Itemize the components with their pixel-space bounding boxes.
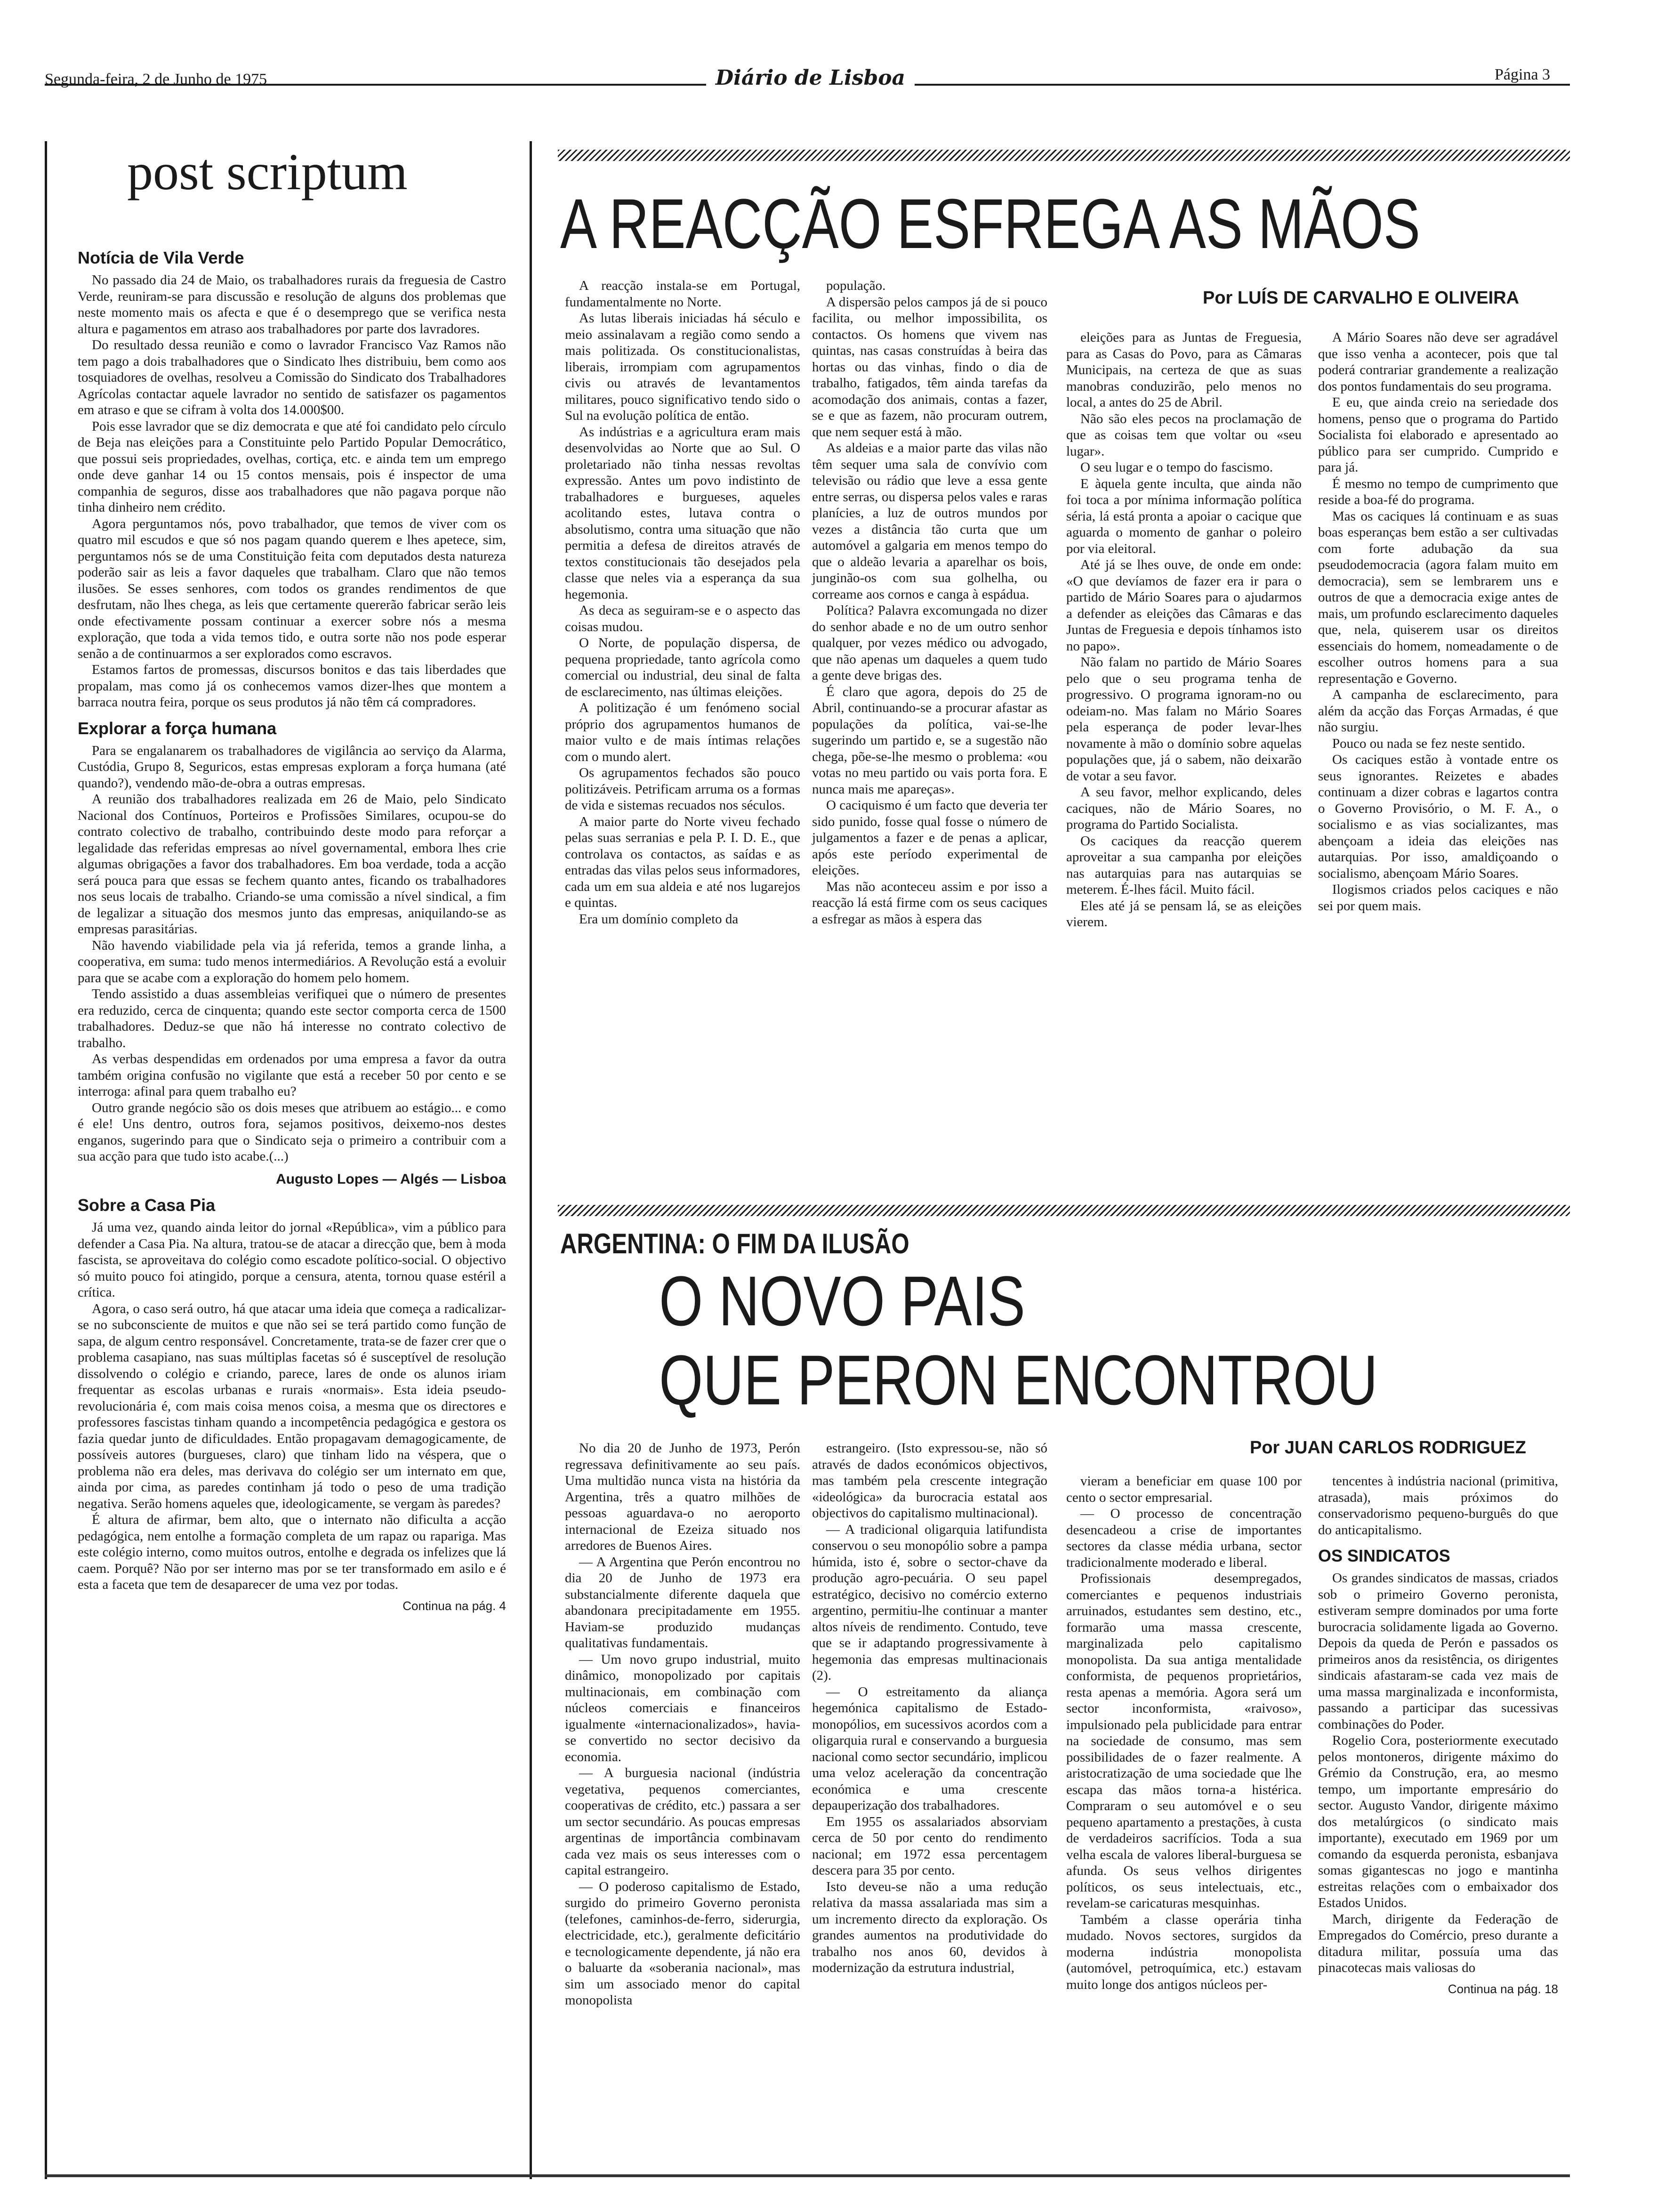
paragraph: Estamos fartos de promessas, discursos bonitos e das tais liberdades que propalam, mas como já os conhecemos vamos dizer-lhes que montem a barraca noutra feira, porque os seus produtos já não têm cá compradores. — [78, 662, 506, 710]
paragraph: O caciquismo é um facto que deveria ter sido punido, fosse qual fosse o número de julgamentos a fazer e de penas a aplicar, após este período experimental de eleições. — [812, 798, 1047, 878]
post-scriptum-column — [78, 240, 506, 1614]
paragraph: vieram a beneficiar em quase 100 por cento o sector empresarial. — [1066, 1474, 1302, 1505]
article-column — [812, 1440, 1047, 1976]
page-number: Página 3 — [1495, 66, 1551, 83]
paragraph: Era um domínio completo da — [579, 911, 739, 927]
article-column — [565, 1440, 800, 2009]
paragraph: Em 1955 os assalariados absorviam cerca de 50 por cento do rendimento nacional; em 1972 essa percentagem descera para 35 por cento. — [812, 1814, 1047, 1878]
paragraph: A maior parte do Norte viveu fechado pelas suas serranias e pela P. I. D. E., que controlava os contactos, as saídas e as entradas das vilas pelos seus informadores, cada um em sua aldeia e até nos lugarejos e quintas. — [565, 814, 800, 910]
masthead-date: Segunda-feira, 2 de Junho de 1975 — [45, 71, 267, 88]
paragraph: A Mário Soares não deve ser agradável que isso venha a acontecer, pois que tal poderá contrariar grandemente a realização dos pontos fundamentais do seu programa. — [1318, 330, 1558, 394]
article-column — [565, 278, 800, 927]
paragraph: — O estreitamento da aliança hegemónica capitalismo de Estado-monopólios, em sucessivos acordos com a oligarquia rural e conservando a burguesia nacional como sector secundário, implicou uma veloz aceleração da concentração económica e uma crescente depauperização dos trabalhadores. — [812, 1684, 1047, 1813]
paragraph: A seu favor, melhor explicando, deles caciques, não de Mário Soares, no programa do Partido Socialista. — [1066, 785, 1302, 832]
paragraph: tencentes à indústria nacional (primitiva, atrasada), mais próximos do conservadorismo pequeno-burguês do que do anticapitalismo. — [1318, 1474, 1558, 1538]
paragraph: March, dirigente da Federação de Empregados do Comércio, preso durante a ditadura militar, possuía uma das pinacotecas mais valiosas do — [1318, 1911, 1558, 1975]
paragraph: E àquela gente inculta, que ainda não foi toca a por mínima informação política séria, lá está pronta a apoiar o cacique que aguarda o momento de ganhar o poleiro por via eleitoral. — [1066, 476, 1302, 556]
paragraph: — A Argentina que Perón encontrou no dia 20 de Junho de 1973 era substancialmente diferente daquela que abandonara precipitadamente em 1955. Haviam-se produzido mudanças qualitativas fundamentais. — [565, 1554, 800, 1651]
paragraph: — O poderoso capitalismo de Estado, surgido do primeiro Governo peronista (telefones, caminhos-de-ferro, siderurgia, electricidade, etc.), geralmente deficitário e tecnologicamente dependente, já não era o baluarte da «soberania nacional», mas sim um associado menor do capital monopolista — [565, 1879, 800, 2008]
paragraph: Ilogismos criados pelos caciques e não sei por quem mais. — [1318, 882, 1558, 914]
paragraph: No dia 20 de Junho de 1973, Perón regressava definitivamente ao seu país. Uma multidão nunca vista na história da Argentina, três a quatro milhões de pessoas aguardava-o no aeroporto internacional de Ezeiza situado nos arredores de Buenos Aires. — [565, 1441, 800, 1553]
article-headline — [659, 1261, 1378, 1419]
paragraph: — Um novo grupo industrial, muito dinâmico, monopolizado por capitais multinacionais, em combinação com núcleos comerciais e financeiros igualmente «internacionalizados», havia-se convertido no sector decisivo da economia. — [565, 1651, 800, 1764]
paragraph: Não havendo viabilidade pela via já referida, temos a grande linha, a cooperativa, em suma: tudo menos intermediários. A Revolução está a evoluir para que se acabe com a exploração do homem pelo homem. — [78, 938, 506, 986]
paragraph: estrangeiro. (Isto expressou-se, não só através de dados económicos objectivos, mas também pela crescente integração «ideológica» da burocracia estatal aos objectivos do capitalismo multinacional). — [812, 1441, 1047, 1521]
paragraph: Os caciques da reacção querem aproveitar a sua campanha por eleições nas autarquias para nas autarquias se meterem. É-lhes fácil. Muito fácil. — [1066, 833, 1302, 897]
paragraph: Profissionais desempregados, comerciantes e pequenos industriais arruinados, estudantes sem destino, etc., formarão uma massa crescente, marginalizada pelo capitalismo monopolista. Da sua antiga mentalidade conformista, de pequenos proprietários, resta apenas a memória. Agora será um sector inconformista, «raivoso», impulsionado pela publicidade para entrar na sociedade de consumo, mas sem possibilidades de o fazer realmente. A aristocratização de uma sociedade que lhe escapa das mãos torna-a histérica. Compraram o seu automóvel e o seu pequeno apartamento a prestações, à custa de verdadeiros sacrifícios. Toda a sua velha escala de valores liberal-burguesa se afunda. Os seus velhos dirigentes políticos, os seus intelectuais, etc., revelam-se caricaturas mesquinhas. — [1066, 1571, 1302, 1911]
paragraph: Pois esse lavrador que se diz democrata e que até foi candidato pelo círculo de Beja nas eleições para a Constituinte pelo Partido Popular Democrático, que possui seis propriedades, ovelhas, cortiça, etc. e ainda tem um emprego onde deve ganhar 14 ou 15 contos mensais, pois é inspector de uma companhia de seguros, disse aos trabalhadores que não pagava porque não tinha dinheiro nem crédito. — [78, 418, 506, 515]
paragraph: É mesmo no tempo de cumprimento que reside a boa-fé do programa. — [1318, 476, 1558, 507]
paragraph: E eu, que ainda creio na seriedade dos homens, penso que o programa do Partido Socialista foi elaborado e apresentado ao público para ser cumprido. Cumprido e para já. — [1318, 395, 1558, 475]
article-byline: Por LUÍS DE CARVALHO E OLIVEIRA — [1203, 288, 1520, 308]
paragraph: A dispersão pelos campos já de si pouco facilita, ou melhor impossibilita, os contactos. Os homens que vivem nas quintas, nas casas construídas à beira das hortas ou das vinhas, findo o dia de trabalho, fatigados, têm ainda tarefas da acomodação dos animais, contas a fazer, se e que as fazem, não procuram outrem, que nem sequer está à mão. — [812, 294, 1047, 440]
hatched-rule — [558, 1205, 1570, 1216]
continued-note: Continua na pág. 18 — [1448, 1981, 1558, 1996]
paragraph: Agora perguntamos nós, povo trabalhador, que temos de viver com os quatro mil escudos e que só nos pagam quando querem e lhes apetece, sim, perguntamos nós se de uma Constituição feita com deputados desta natureza poderão sair as leis a favor daqueles que trabalham. Claro que não temos ilusões. Se esses senhores, com todos os grandes rendimentos de que desfrutam, não lhes chega, as leis que certamente quererão fabricar serão leis onde efectivamente possam continuar a exercer sobre nós a mesma exploração, que toda a vida temos tido, e outra sorte não nos pode esperar senão a de continuarmos a ser explorados como escravos. — [78, 516, 506, 661]
paragraph: É altura de afirmar, bem alto, que o internato não dificulta a acção pedagógica, nem entolhe a formação completa de um rapaz ou rapariga. Mas este colégio interno, como muitos outros, entolhe e degrada os infelizes que lá caem. Porquê? Não por ser interno mas por se ter transformado em asilo e é esta a faceta que tem de desaparecer de uma vez por todas. — [78, 1512, 506, 1592]
article-column — [812, 278, 1047, 927]
section-heading: OS SINDICATOS — [1318, 1546, 1450, 1565]
paragraph: As lutas liberais iniciadas há século e meio assinalavam a região como sendo a mais politizada. Os constitucionalistas, liberais, irrompiam com agrupamentos civis ou através de levantamentos militares, pouco significativo tendo sido o Sul na evolução política de então. — [565, 311, 800, 423]
paragraph: As indústrias e a agricultura eram mais desenvolvidas ao Norte que ao Sul. O proletariado não tinha nessas revoltas expressão. Antes um povo indistinto de trabalhadores e burgueses, aqueles acolitando estes, lutava contra o absolutismo, contra uma situação que não permitia a defesa de direitos através de textos constitucionais tão desejados pela classe que neles via a esperança da sua hegemonia. — [565, 424, 800, 602]
bottom-rule — [45, 2174, 1570, 2177]
hatched-rule — [558, 150, 1570, 161]
paragraph: população. — [826, 278, 886, 293]
paragraph: — A tradicional oligarquia latifundista conservou o seu monopólio sobre a pampa húmida, isto é, sobre o sector-chave da produção agro-pecuária. O seu papel estratégico, decisivo no comércio externo argentino, permitiu-lhe continuar a manter altos níveis de rendimento. Contudo, teve que se ir adaptando progressivamente à hegemonia das empresas multinacionais (2). — [812, 1522, 1047, 1683]
article-column — [1318, 1473, 1558, 1997]
paragraph: A campanha de esclarecimento, para além da acção das Forças Armadas, é que não surgiu. — [1318, 687, 1558, 735]
paragraph: Os caciques estão à vontade entre os seus ignorantes. Reizetes e abades continuam a dizer cobras e lagartos contra o Governo Provisório, o M. F. A., o socialismo e as vias socializantes, mas abençoam a ideia das eleições nas autarquias. Por isso, amaldiçoando o socialismo, abençoam Mário Soares. — [1318, 752, 1558, 881]
article-column — [1318, 329, 1558, 914]
paragraph: Já uma vez, quando ainda leitor do jornal «República», vim a público para defender a Casa Pia. Na altura, tratou-se de atacar a direcção que, bem à moda fascista, se aproveitava do colégio como escadote político-social. O objectivo só muito pouco foi atingido, porque a censura, atenta, tornou quase estéril a crítica. — [78, 1220, 506, 1300]
paragraph: Isto deveu-se não a uma redução relativa da massa assalariada mas sim a um incremento directo da exploração. Os grandes aumentos na produtividade do trabalho nos anos 60, devidos à modernização da estrutura industrial, — [812, 1879, 1047, 1975]
paragraph: eleições para as Juntas de Freguesia, para as Casas do Povo, para as Câmaras Municipais, na certeza de que as suas manobras conduzirão, pelo menos no local, a antes do 25 de Abril. — [1066, 330, 1302, 410]
paragraph: Do resultado dessa reunião e como o lavrador Francisco Vaz Ramos não tem pago a dois trabalhadores que o Sindicato lhes distribuiu, bem como aos tosquiadores de ovelhas, resolveu a Comissão do Sindicato dos Trabalhadores Agrícolas contactar aquele lavrador no sentido de satisfazer os pagamentos em atraso e que se cifram à volta dos 14.000$00. — [78, 337, 506, 417]
paragraph: Eles até já se pensam lá, se as eleições vierem. — [1066, 898, 1302, 930]
section-heading: Explorar a força humana — [78, 718, 277, 738]
paragraph: Agora, o caso será outro, há que atacar uma ideia que começa a radicalizar-se no subconsciente de muitos e que não sei se terá partido como função de sapa, de algum centro responsável. Concretamente, trata-se de fazer crer que o problema casapiano, nas suas múltiplas facetas só é susceptível de resolução dissolvendo o colégio e criando, parece, lares de onde os alunos iriam frequentar as escolas urbanas e rurais «normais». Esta ideia pseudo-revolucionária é, com mais coisa menos coisa, a mesma que os directores e professores fascistas tinham quando a incompetência pedagógica e gestora os fazia quedar junto de dificuldades. Então propagavam demagogicamente, de possíveis autores (burgueses, claro) que tinham lido na véspera, que o problema não era deles, mas derivava do colégio ser um internato em que, ainda por cima, as paredes continham já todo o peso de uma tradição negativa. Serão homens aqueles que, ideologicamente, se vergam às paredes? — [78, 1301, 506, 1511]
paragraph: A reacção instala-se em Portugal, fundamentalmente no Norte. — [565, 278, 800, 310]
paragraph: Os agrupamentos fechados são pouco politizáveis. Petrificam arruma os a formas de vida e sistemas recuados nos séculos. — [565, 765, 800, 813]
article-headline: A REACÇÃO ESFREGA AS MÃOS — [560, 184, 1421, 263]
paragraph: Outro grande negócio são os dois meses que atribuem ao estágio... e como é ele! Uns dentro, outros fora, sejamos positivos, deixemo-nos destes enganos, sugerindo para que o Sindicato seja o primeiro a contribuir com a sua acção para que tudo isto acabe.(...) — [78, 1100, 506, 1164]
paragraph: Política? Palavra excomungada no dizer do senhor abade e no de um outro senhor qualquer, por vezes médico ou advogado, que não apenas um daqueles a quem tudo a gente deve brigas des. — [812, 603, 1047, 683]
section-heading: Notícia de Vila Verde — [78, 248, 244, 267]
continued-note: Continua na pág. 4 — [402, 1598, 506, 1613]
paragraph: As deca as seguiram-se e o aspecto das coisas mudou. — [565, 603, 800, 634]
paragraph: É claro que agora, depois do 25 de Abril, continuando-se a procurar afastar as populações da política, vai-se-lhe sugerindo um partido e, se a sugestão não chega, põe-se-lhe mesmo o problema: «ou votas no meu partido ou vais porta fora. E nunca mais me apareças». — [812, 684, 1047, 797]
paragraph: Mas não aconteceu assim e por isso a reacção lá está firme com os seus caciques a esfregar as mãos à espera das — [812, 879, 1047, 927]
paragraph: Mas os caciques lá continuam e as suas boas esperanças bem estão a ser cultivadas com forte adubação da sua pseudodemocracia (agora falam muito em democracia), sem se lembrarem uns e outros de que a democracia exige antes de mais, um profundo esclarecimento daqueles que, nela, quiserem usar os direitos essenciais do homem, nomeadamente o de escolher outros homens para a sua representação e Governo. — [1318, 508, 1558, 686]
headline-line: QUE PERON ENCONTROU — [659, 1340, 1378, 1419]
paragraph: A reunião dos trabalhadores realizada em 26 de Maio, pelo Sindicato Nacional dos Contínuos, Porteiros e Profissões Similares, ocupou-se do contrato colectivo de trabalho, contribuindo deste modo para reforçar a legalidade das referidas empresas ao nível governamental, embora lhes crie algumas obrigações a favor dos trabalhadores. Em boa verdade, toda a acção será pouca para que essas se fechem quanto antes, ficando os trabalhadores nos seus locais de trabalho. Criando-se uma comissão a nível sindical, a fim de legalizar a situação dos mesmos junto das empresas, aniquilando-se as empresas parasitárias. — [78, 792, 506, 937]
paragraph: A politização é um fenómeno social próprio dos agrupamentos humanos de maior vulto e de mais íntimas relações com o mundo alert. — [565, 700, 800, 764]
paragraph: Rogelio Cora, posteriormente executado pelos montoneros, dirigente máximo do Grémio da Construção, era, ao mesmo tempo, um importante empresário do sector. Augusto Vandor, dirigente máximo dos metalúrgicos (o sindicato mais importante), executado em 1969 por um comando da esquerda peronista, esbanjava somas gigantescas no jogo e mantinha estreitas relações com o embaixador dos Estados Unidos. — [1318, 1733, 1558, 1910]
paragraph: Para se engalanarem os trabalhadores de vigilância ao serviço da Alarma, Custódia, Grupo 8, Seguricos, estas empresas exploram a força humana (até quando?), vendendo mão-de-obra a outras empresas. — [78, 743, 506, 791]
article-column — [1066, 1473, 1302, 1993]
paragraph: Também a classe operária tinha mudado. Novos sectores, surgidos da moderna indústria monopolista (automóvel, petroquímica, etc.) estavam muito longe dos antigos núcleos per- — [1066, 1912, 1302, 1992]
paragraph: — O processo de concentração desencadeou a crise de importantes sectores da classe média urbana, sector tradicionalmente moderado e liberal. — [1066, 1506, 1302, 1570]
paragraph: No passado dia 24 de Maio, os trabalhadores rurais da freguesia de Castro Verde, reuniram-se para discussão e resolução de alguns dos problemas que neste momento mais os afecta e que é o desemprego que se verifica nesta altura e pagamentos em atraso aos trabalhadores por parte dos lavradores. — [78, 272, 506, 337]
article-kicker: ARGENTINA: O FIM DA ILUSÃO — [560, 1228, 909, 1259]
paragraph: O Norte, de população dispersa, de pequena propriedade, tanto agrícola como comercial ou industrial, deu sinal de falta de esclarecimento, nas últimas eleições. — [565, 635, 800, 699]
newspaper-name: Diário de Lisboa — [706, 66, 915, 90]
paragraph: Tendo assistido a duas assembleias verifiquei que o número de presentes era reduzido, cerca de cinquenta; quando este sector comporta cerca de 1500 trabalhadores. Deduz-se que não há interesse no contrato colectivo de trabalho. — [78, 986, 506, 1050]
article-column — [1066, 329, 1302, 930]
paragraph: As aldeias e a maior parte das vilas não têm sequer uma sala de convívio com televisão ou rádio que leve a essa gente entre serras, ou dispersa pelos vales e raras planícies, a luz de outros mundos por vezes a distância tão curta que um automóvel a galgaria em menos tempo do que o aldeão levaria a aparelhar os bois, junginão-os com sua golhelha, ou correame aos cornos e canga à espádua. — [812, 441, 1047, 602]
post-scriptum-title: post scriptum — [127, 143, 408, 200]
headline-line: O NOVO PAIS — [659, 1261, 1025, 1340]
paragraph: — A burguesia nacional (indústria vegetativa, pequenos comerciantes, cooperativas de crédito, etc.) passara a ser um sector secundário. As poucas empresas argentinas de importância combinavam cada vez mais os seus interesses com o capital estrangeiro. — [565, 1765, 800, 1878]
paragraph: Não são eles pecos na proclamação de que as coisas tem que voltar ou «seu lugar». — [1066, 411, 1302, 459]
paragraph: As verbas despendidas em ordenados por uma empresa a favor da outra também origina confusão no vigilante que está a receber 50 por cento e se interroga: afinal para quem trabalho eu? — [78, 1051, 506, 1099]
paragraph: Não falam no partido de Mário Soares pelo que o seu programa tenha de progressivo. O programa ignoram-no ou odeiam-no. Mas falam no Mário Soares pela esperança de poder levar-lhes novamente à mão o domínio sobre aquelas populações que, já o sabem, não deixarão de votar a seu favor. — [1066, 655, 1302, 784]
paragraph: Até já se lhes ouve, de onde em onde: «O que devíamos de fazer era ir para o partido de Mário Soares para o ajudarmos a defender as eleições das Câmaras e das Juntas de Freguesia e depois tínhamos isto no papo». — [1066, 557, 1302, 654]
paragraph: Pouco ou nada se fez neste sentido. — [1332, 736, 1525, 751]
letter-signature: Augusto Lopes — Algés — Lisboa — [276, 1171, 506, 1187]
column-divider-rule — [530, 141, 532, 2179]
paragraph: Os grandes sindicatos de massas, criados sob o primeiro Governo peronista, estiveram sempre dominados por uma forte burocracia solidamente ligada ao Governo. Depois da queda de Perón e passados os primeiros anos da resistência, os dirigentes sindicais afastaram-se cada vez mais de uma massa marginalizada e inconformista, passando a participar das sucessivas combinações do Poder. — [1318, 1571, 1558, 1732]
paragraph: O seu lugar e o tempo do fascismo. — [1080, 460, 1273, 475]
article-byline: Por JUAN CARLOS RODRIGUEZ — [1250, 1438, 1526, 1458]
section-heading: Sobre a Casa Pia — [78, 1195, 216, 1215]
left-border-rule — [45, 141, 47, 2179]
